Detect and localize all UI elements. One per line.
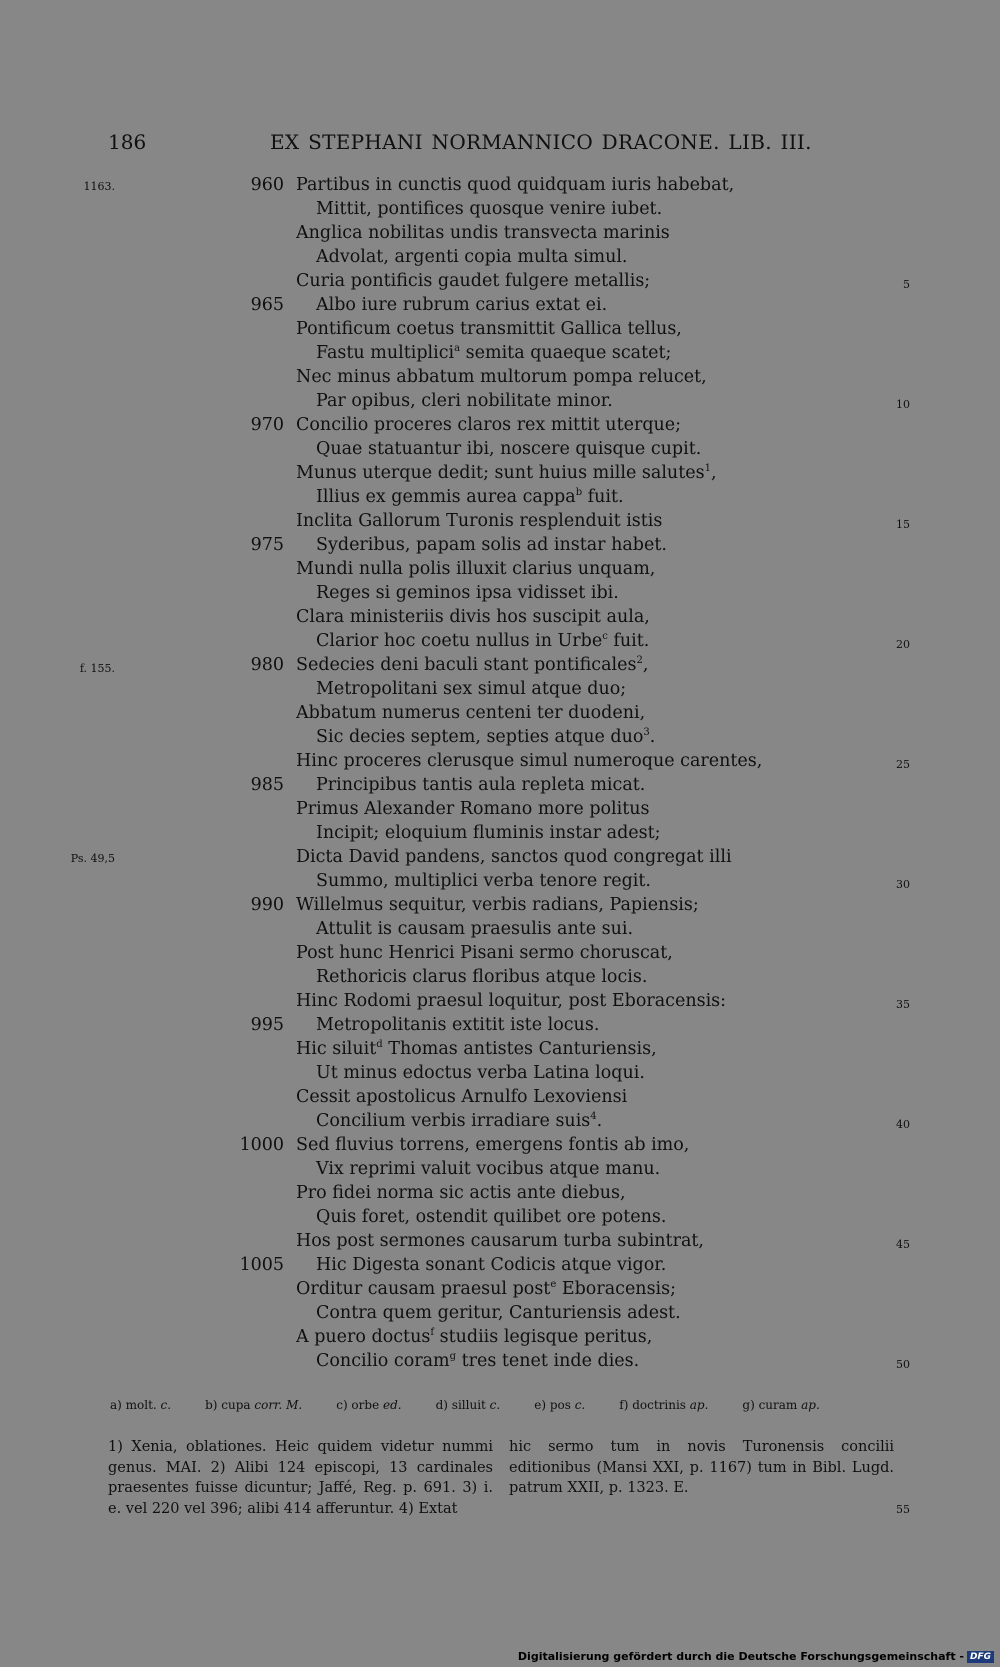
verse-text: A puero doctus$^f$ studiis legisque peritus, (296, 1327, 653, 1347)
verse-line (0, 893, 1000, 917)
verse-number: 990 (250, 895, 284, 915)
verse-line (0, 965, 1000, 989)
verse-line (0, 389, 1000, 413)
verse-text: Hic Digesta sonant Codicis atque vigor. (316, 1255, 667, 1275)
verse-line (0, 725, 1000, 749)
verse-text: Advolat, argenti copia multa simul. (316, 247, 628, 267)
verse-number: 970 (250, 415, 284, 435)
verse-text: Concilio coram$^g$ tres tenet inde dies. (316, 1351, 640, 1371)
apparatus-note: a) molt. c. (110, 1398, 172, 1412)
verse-text: Metropolitanis extitit iste locus. (316, 1015, 600, 1035)
verse-text: Albo iure rubrum carius extat ei. (316, 295, 608, 315)
verse-text: Abbatum numerus centeni ter duodeni, (296, 703, 646, 723)
verse-line (0, 245, 1000, 269)
verse-line (0, 437, 1000, 461)
verse-line (0, 677, 1000, 701)
verse-text: Willelmus sequitur, verbis radians, Papiensis; (296, 895, 699, 915)
verse-text: Primus Alexander Romano more politus (296, 799, 650, 819)
verse-number: 960 (250, 175, 284, 195)
line-number: 45 (896, 1238, 910, 1251)
apparatus-note: c) orbe ed. (336, 1398, 402, 1412)
verse-number: 980 (250, 655, 284, 675)
verse-text: Syderibus, papam solis ad instar habet. (316, 535, 667, 555)
verse-text: Hinc proceres clerusque simul numeroque carentes, (296, 751, 763, 771)
verse-line (0, 461, 1000, 485)
verse-text: Attulit is causam praesulis ante sui. (316, 919, 634, 939)
running-title: EX STEPHANI NORMANNICO DRACONE. LIB. III. (270, 130, 812, 154)
verse-text: Partibus in cunctis quod quidquam iuris habebat, (296, 175, 735, 195)
apparatus-note: b) cupa corr. M. (205, 1398, 303, 1412)
verse-line (0, 821, 1000, 845)
verse-text: Pro fidei norma sic actis ante diebus, (296, 1183, 626, 1203)
margin-folio: f. 155. (79, 662, 115, 675)
verse-text: Cessit apostolicus Arnulfo Lexoviensi (296, 1087, 628, 1107)
verse-line (0, 773, 1000, 797)
verse-line (0, 365, 1000, 389)
footnotes-left-column: 1) Xenia, oblationes. Heic quidem videtur nummi genus. MAI. 2) Alibi 124 episcopi, 13 cardinales praesentes fuisse dicuntur; Jaffé, Reg. p. 691. 3) i. e. vel 220 vel 396; alibi 414 afferuntur. 4) Extat (108, 1439, 493, 1517)
verse-text: Sed fluvius torrens, emergens fontis ab imo, (296, 1135, 690, 1155)
verse-line (0, 1205, 1000, 1229)
verse-line (0, 1253, 1000, 1277)
verse-text: Hos post sermones causarum turba subintrat, (296, 1231, 704, 1251)
verse-text: Concilium verbis irradiare suis$^4$. (316, 1111, 603, 1131)
verse-line (0, 1301, 1000, 1325)
verse-text: Post hunc Henrici Pisani sermo choruscat, (296, 943, 673, 963)
verse-line (0, 701, 1000, 725)
verse-line (0, 1085, 1000, 1109)
apparatus-note: e) pos c. (534, 1398, 586, 1412)
verse-line (0, 317, 1000, 341)
critical-apparatus (110, 1398, 910, 1412)
verse-text: Orditur causam praesul post$^e$ Eboracensis; (296, 1279, 677, 1299)
dfg-logo: DFG (967, 1651, 994, 1663)
verse-line (0, 1349, 1000, 1373)
apparatus-note: g) curam ap. (742, 1398, 820, 1412)
verse-text: Contra quem geritur, Canturiensis adest. (316, 1303, 681, 1323)
verse-text: Inclita Gallorum Turonis resplenduit istis (296, 511, 663, 531)
line-number: 35 (896, 998, 910, 1011)
verse-line (0, 1181, 1000, 1205)
verse-line (0, 917, 1000, 941)
verse-line (0, 605, 1000, 629)
verse-number: 1005 (239, 1255, 284, 1275)
verse-text: Par opibus, cleri nobilitate minor. (316, 391, 613, 411)
verse-line (0, 1325, 1000, 1349)
line-number: 10 (896, 398, 910, 411)
verse-number: 965 (250, 295, 284, 315)
verse-text: Pontificum coetus transmittit Gallica tellus, (296, 319, 682, 339)
verse-text: Munus uterque dedit; sunt huius mille salutes$^1$, (296, 463, 717, 483)
verse-line (0, 941, 1000, 965)
verse-line (0, 581, 1000, 605)
verse-text: Fastu multiplici$^a$ semita quaeque scatet; (316, 343, 672, 363)
verse-line (0, 989, 1000, 1013)
line-number: 40 (896, 1118, 910, 1131)
verse-text: Anglica nobilitas undis transvecta marinis (296, 223, 670, 243)
verse-line (0, 845, 1000, 869)
line-number: 5 (903, 278, 910, 291)
verse-text: Incipit; eloquium fluminis instar adest; (316, 823, 661, 843)
verse-line (0, 341, 1000, 365)
verse-text: Concilio proceres claros rex mittit uterque; (296, 415, 682, 435)
verse-line (0, 1109, 1000, 1133)
verse-text: Illius ex gemmis aurea cappa$^b$ fuit. (316, 487, 624, 507)
verse-text: Hinc Rodomi praesul loquitur, post Eboracensis: (296, 991, 727, 1011)
verse-text: Sic decies septem, septies atque duo$^3$. (316, 727, 656, 747)
verse-line (0, 1229, 1000, 1253)
verse-line (0, 869, 1000, 893)
apparatus-note: d) silluit c. (435, 1398, 501, 1412)
verse-line (0, 269, 1000, 293)
margin-year: 1163. (83, 180, 115, 193)
verse-text: Dicta David pandens, sanctos quod congregat illi (296, 847, 732, 867)
verse-text: Quis foret, ostendit quilibet ore potens. (316, 1207, 667, 1227)
verse-line (0, 533, 1000, 557)
verse-number: 975 (250, 535, 284, 555)
verse-text: Rethoricis clarus floribus atque locis. (316, 967, 648, 987)
line-number: 50 (896, 1358, 910, 1371)
verse-text: Mittit, pontifices quosque venire iubet. (316, 199, 663, 219)
verse-text: Clara ministeriis divis hos suscipit aula, (296, 607, 650, 627)
verse-line (0, 485, 1000, 509)
line-number: 20 (896, 638, 910, 651)
verse-line (0, 1061, 1000, 1085)
verse-line (0, 1037, 1000, 1061)
verse-text: Metropolitani sex simul atque duo; (316, 679, 627, 699)
verse-text: Principibus tantis aula repleta micat. (316, 775, 646, 795)
verse-line (0, 749, 1000, 773)
verse-line (0, 197, 1000, 221)
verse-line (0, 413, 1000, 437)
verse-text: Vix reprimi valuit vocibus atque manu. (316, 1159, 661, 1179)
verse-text: Hic siluit$^d$ Thomas antistes Canturiensis, (296, 1039, 657, 1059)
verse-line (0, 629, 1000, 653)
dfg-footer (518, 1650, 994, 1663)
verse-text: Clarior hoc coetu nullus in Urbe$^c$ fuit. (316, 631, 650, 651)
verse-text: Reges si geminos ipsa vidisset ibi. (316, 583, 619, 603)
verse-text: Nec minus abbatum multorum pompa relucet, (296, 367, 707, 387)
verse-text: Quae statuantur ibi, noscere quisque cupit. (316, 439, 702, 459)
footnotes-right-column: hic sermo tum in novis Turonensis concilii editionibus (Mansi XXI, p. 1167) tum in Bibl. Lugd. patrum XXII, p. 1323. E. (509, 1439, 894, 1496)
line-number: 25 (896, 758, 910, 771)
dfg-footer-text: Digitalisierung gefördert durch die Deutsche Forschungsgemeinschaft - (517, 1650, 964, 1663)
verse-line (0, 1157, 1000, 1181)
verse-text: Mundi nulla polis illuxit clarius unquam, (296, 559, 656, 579)
verse-line (0, 509, 1000, 533)
verse-line (0, 173, 1000, 197)
margin-psalm-ref: Ps. 49,5 (70, 852, 115, 865)
verse-number: 985 (250, 775, 284, 795)
verse-text: Ut minus edoctus verba Latina loqui. (316, 1063, 645, 1083)
line-number: 30 (896, 878, 910, 891)
verse-text: Sedecies deni baculi stant pontificales$^2$, (296, 655, 649, 675)
verse-number: 1000 (239, 1135, 284, 1155)
verse-line (0, 557, 1000, 581)
verse-line (0, 797, 1000, 821)
verse-line (0, 1133, 1000, 1157)
verse-line (0, 1277, 1000, 1301)
line-number: 15 (896, 518, 910, 531)
page-number: 186 (108, 130, 147, 154)
verse-line (0, 653, 1000, 677)
verse-number: 995 (250, 1015, 284, 1035)
verse-line (0, 1013, 1000, 1037)
footnote-line-number: 55 (896, 1503, 910, 1516)
verse-line (0, 221, 1000, 245)
apparatus-note: f) doctrinis ap. (619, 1398, 709, 1412)
verse-text: Summo, multiplici verba tenore regit. (316, 871, 651, 891)
verse-text: Curia pontificis gaudet fulgere metallis; (296, 271, 651, 291)
verse-line (0, 293, 1000, 317)
